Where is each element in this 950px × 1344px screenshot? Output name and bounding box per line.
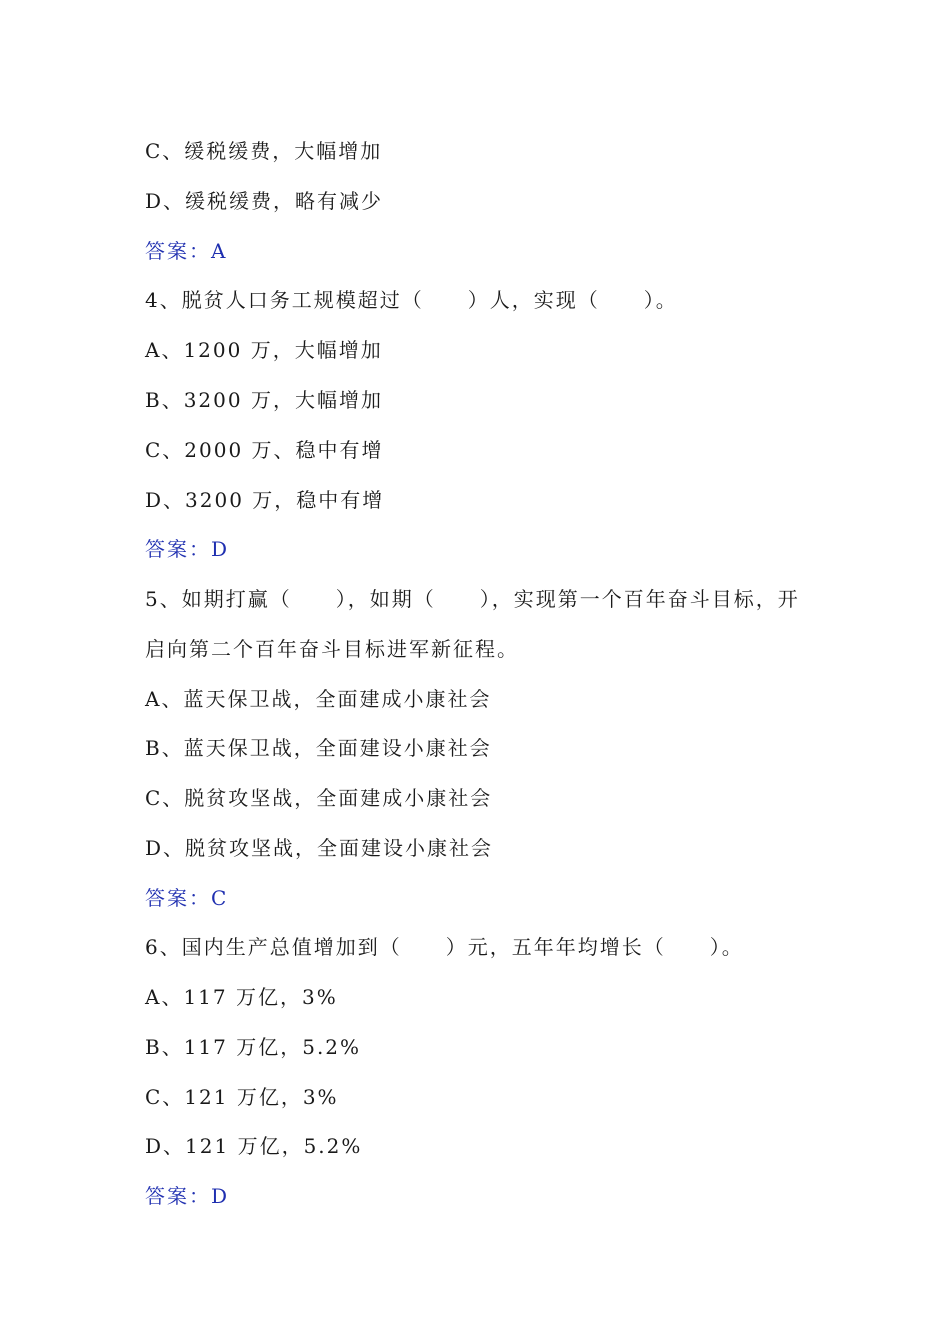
question-line: 6、国内生产总值增加到（ ）元，五年年均增长（ ）。 (145, 935, 744, 959)
option-line: D、缓税缓费，略有减少 (145, 189, 384, 213)
option-line: C、2000 万、稳中有增 (145, 438, 384, 462)
option-line: B、117 万亿，5.2% (145, 1035, 362, 1059)
question-line: 5、如期打赢（ ），如期（ ），实现第一个百年奋斗目标，开 (145, 587, 800, 611)
answer-line: 答案：D (145, 537, 230, 561)
answer-line: 答案：C (145, 886, 229, 910)
option-line: A、蓝天保卫战，全面建成小康社会 (145, 687, 492, 711)
option-line: D、脱贫攻坚战，全面建设小康社会 (145, 836, 494, 860)
option-line: C、脱贫攻坚战，全面建成小康社会 (145, 786, 493, 810)
option-line: D、121 万亿，5.2% (145, 1134, 363, 1158)
option-line: D、3200 万，稳中有增 (145, 488, 385, 512)
option-line: C、121 万亿，3% (145, 1085, 339, 1109)
option-line: B、3200 万，大幅增加 (145, 388, 383, 412)
question-line: 4、脱贫人口务工规模超过（ ）人，实现（ ）。 (145, 288, 678, 312)
option-line: A、1200 万，大幅增加 (145, 338, 383, 362)
question-line: 启向第二个百年奋斗目标进军新征程。 (145, 637, 519, 661)
answer-line: 答案：D (145, 1184, 230, 1208)
answer-line: 答案：A (145, 239, 228, 263)
option-line: B、蓝天保卫战，全面建设小康社会 (145, 736, 492, 760)
option-line: C、缓税缓费，大幅增加 (145, 139, 383, 163)
option-line: A、117 万亿，3% (145, 985, 338, 1009)
